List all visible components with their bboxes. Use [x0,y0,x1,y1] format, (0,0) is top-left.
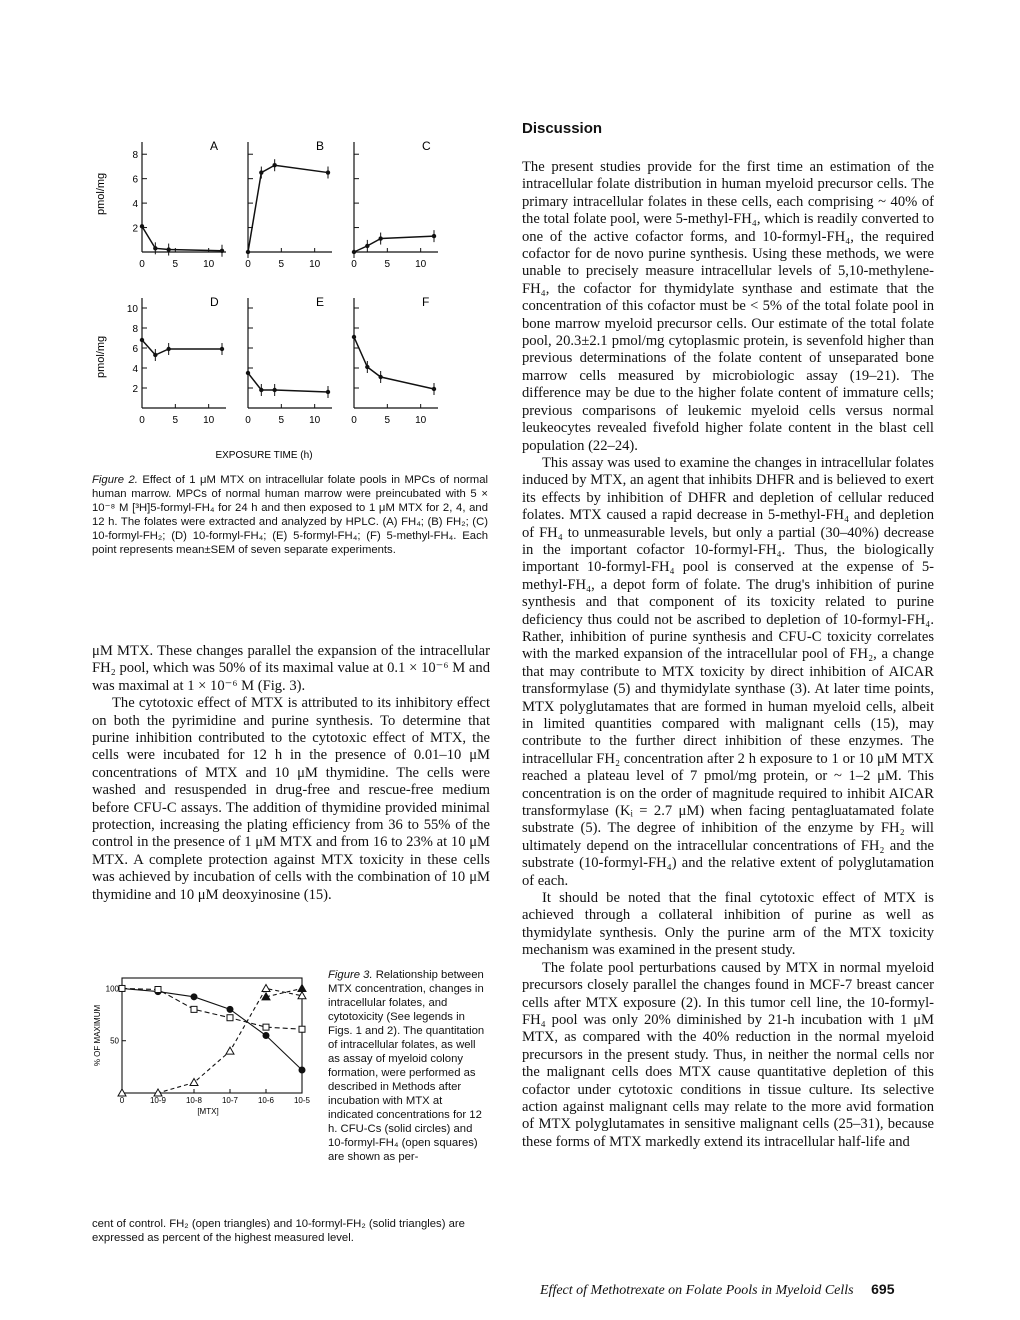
figure-2-caption [92,473,488,557]
figure-3-caption-continued: cent of control. FH₂ (open triangles) and 10-formyl-FH₂ (solid triangles) are expressed as percent of the highest measured level. [92,1218,465,1244]
fig3-point-triangle [226,1047,234,1054]
fig2-data-point [365,244,369,248]
fig3-x-tick-label: 10-6 [257,1096,275,1105]
fig2-y-tick-label: 6 [132,344,138,355]
fig3-y-tick-label: 100 [105,984,119,994]
fig2-data-point [272,388,276,392]
fig2-series-line [142,340,222,355]
fig3-point-square [119,985,125,991]
fig2-data-point [352,250,356,254]
discussion-heading: Discussion [522,120,603,137]
fig2-series-line [354,337,434,389]
fig3-series-0 [119,985,305,1073]
fig3-series-line [122,988,302,1093]
fig2-x-tick-label: 5 [172,259,179,270]
discussion-paragraph-4: The folate pool perturbations caused by MTX in normal myeloid precursors closely parallel the changes found in MCF-7 breast cancer cells after MTX exposure (2). In this tumor cell line, the 10-formyl-FH₄ pool was only 20% diminished by 21-h incubation with 1 μM MTX, as compared with the 40% reduction in the normal myeloid precursors in the present study. Thus, in neither the normal cells nor the malignant cells does MTX cause quantitative depletion of this cofactor under cytotoxic conditions in tissue culture. Its selective action against malignant cells may relate to the more avid formation of MTX polyglutamates in sensitive malignant cells (25–31), because these forms of MTX markedly extend its intracellular half-life and [522,959,934,1150]
fig2-data-point [220,347,224,351]
fig3-point-circle [191,994,197,1000]
fig2-data-point [326,390,330,394]
fig2-panel-B [245,139,332,270]
fig2-y-tick-label: 2 [132,223,138,235]
fig2-x-tick-label: 0 [245,259,251,270]
fig3-x-tick-label: 10-9 [149,1096,167,1105]
fig3-point-square [155,987,161,993]
fig3-y-label: % OF MAXIMUM [93,1004,102,1067]
fig2-data-point [272,163,276,167]
fig3-series-1 [119,985,305,1032]
figure-2 [90,120,490,470]
fig2-data-point [378,236,382,240]
fig3-point-triangle [298,984,306,991]
fig2-x-tick-label: 0 [351,415,357,426]
figure-3-caption-label: Figure 3. [328,969,373,981]
fig2-x-tick-label: 10 [203,259,215,270]
fig2-x-tick-label: 0 [351,259,357,270]
fig2-y-tick-label: 2 [132,384,138,395]
fig2-data-point [246,371,250,375]
left-column-text [92,643,490,904]
left-paragraph-2: The cytotoxic effect of MTX is attributed to its inhibitory effect on both the pyrimidine and purine synthesis. To determine that purine inhibition contributed to the cytotoxic effect of MTX, the cells were incubated for 12 h in the presence of 0.01–10 μM concentrations of MTX and 10 μM thymidine. The cells were washed and resuspended in drug-free and rescue-free medium before CFU-C assays. The addition of thymidine provided minimal protection, increasing the plating efficiency from 36 to 55% of the control in the presence of 1 μM MTX and from 16 to 23% at 10 μM MTX. A complete protection against MTX toxicity in these cells was achieved by incubation of cells with the combination of 10 μM thymidine and 10 μM deoxyinosine (15). [92,695,490,903]
fig3-point-circle [263,1033,269,1039]
fig2-data-point [378,375,382,379]
right-column [522,120,934,1151]
fig2-data-point [246,250,250,254]
fig2-x-tick-label: 10 [203,415,215,426]
fig2-x-tick-label: 5 [278,415,285,426]
fig2-x-tick-label: 10 [415,259,427,270]
fig2-panel-E [245,295,332,426]
fig2-x-tick-label: 5 [384,415,391,426]
fig2-data-point [259,170,263,174]
fig2-data-point [166,347,170,351]
fig2-panel-letter: B [316,139,325,153]
fig2-data-point [352,335,356,339]
fig3-point-circle [299,1067,305,1073]
discussion-paragraph-1: The present studies provide for the first time an estimation of the intracellular folate distribution in human myeloid precursor cells. The primary intracellular folates in these cells, each comprising ~ 40% of the total folate pool, were 5-methyl-FH₄, which is readily converted to one of the active cofactor forms, and 10-formyl-FH₄, the required cofactor for de novo purine synthesis. Using these methods, we were unable to precisely measure intracellular levels of 5,10-methylene-FH₄, the cofactor for thymidylate synthase and estimate that the concentration of this cofactor must be < 5% of the total folate pool in bone marrow myeloid precursor cells. Our estimate of the total folate pool, 20.3±2.1 pmol/mg cytoplasmic protein, is sevenfold higher than previous determinations of the folate content of unseparated bone marrow cells measured by microbiologic assay (19–21). The difference may be due to the higher folate content of immature cells; previous comparisons of leukemic myeloid cells versus normal leukeocytes revealed fivefold higher folate content in the blast cell population (22–24). [522,159,934,454]
fig2-x-tick-label: 0 [139,259,145,270]
fig2-panel-letter: E [316,295,325,309]
fig2-data-point [220,249,224,253]
fig3-point-square [263,1024,269,1030]
fig3-point-square [299,1026,305,1032]
fig3-point-square [227,1015,233,1021]
fig3-series-line [122,988,302,1070]
fig2-panel-F [351,295,438,426]
figure-2-panels [127,139,438,426]
fig2-y-tick-label: 6 [132,174,138,186]
fig2-y-tick-label: 8 [132,150,138,162]
discussion-paragraph-2: This assay was used to examine the changes in intracellular folates induced by MTX, an agent that inhibits DHFR and is believed to exert its effects by inhibition of DHFR and depletion of cellular reduced folates. MTX caused a rapid decrease in 5-methyl-FH₄ and depletion of FH₄ to unmeasurable levels, but only a partial (30–40%) decrease in the important cofactor 10-formyl-FH₄. Thus, the biologically important 10-formyl-FH₄ pool is conserved at the expense of 5-methyl-FH₄, a depot form of folate. The drug's inhibition of purine synthesis and that component of its toxicity related to purine deficiency thus could not be ascribed to depletion of 10-formyl-FH₄. Rather, inhibition of purine synthesis and CFU-C toxicity correlates with the marked expansion of the intracellular pool of FH₂, a change that may contribute to MTX toxicity by direct inhibition of AICAR transformylase (5) and thymidylate synthase (3). At later time points, MTX polyglutamates that are formed in human myeloid cells, albeit in limited quantities compared with malignant cells (15), may contribute to the further direct inhibition of these enzymes. The intracellular FH₂ concentration after 2 h exposure to 1 or 10 μM MTX reached a plateau level of 7 pmol/mg protein, or ~ 1–2 μM. This concentration is on the order of magnitude required to inhibit AICAR transformylase (Kᵢ = 2.7 μM) when facing pentagluatamated folate substrate (5). The degree of inhibition of the enzyme by FH₂ will ultimately depend on the intracellular concentrations of FH₂ and the substrate (10-formyl-FH₄) and the relative extent of polyglutamation of each. [522,454,934,889]
fig3-point-triangle [262,984,270,991]
figure-3-caption-text-a: Relationship between MTX concentration, changes in intracellular folates, and cytotoxicity (See legends in Figs. 1 and 2). The quantitation of intracellular folates, as well as assay of myeloid colony formation, were performed as described in Methods after incubation with MTX at indicated concentrations for 12 h. CFU-Cs (solid circles) and 10-formyl-FH₄ (open squares) are shown as per- [328,969,485,1163]
page-footer [540,1281,895,1299]
fig3-point-circle [227,1006,233,1012]
fig2-data-point [259,388,263,392]
fig2-panel-letter: A [210,139,219,153]
fig2-ylabel-bottom: pmol/mg [95,335,107,378]
fig2-series-line [248,165,328,252]
fig2-x-tick-label: 0 [139,415,145,426]
fig2-y-tick-label: 10 [126,304,138,315]
fig2-ylabel-top: pmol/mg [95,172,107,215]
fig2-data-point [432,234,436,238]
fig2-xlabel: EXPOSURE TIME (h) [215,450,313,461]
discussion-paragraph-3: It should be noted that the final cytotoxic effect of MTX is achieved through a collateral inhibition of purine as well as thymidylate synthesis. Only the purine arm of the MTX toxicity mechanism was examined in the present study. [522,890,934,959]
fig2-y-tick-label: 4 [132,199,138,211]
fig2-x-tick-label: 10 [309,415,321,426]
fig2-data-point [432,387,436,391]
fig2-x-tick-label: 5 [384,259,391,270]
fig2-y-tick-label: 8 [132,324,138,335]
fig2-series-line [354,236,434,252]
fig3-series-2 [118,984,306,1096]
fig2-data-point [326,170,330,174]
fig3-x-label: [MTX] [197,1107,219,1116]
fig2-data-point [140,224,144,228]
fig2-data-point [166,247,170,251]
fig2-data-point [153,353,157,357]
fig2-data-point [365,365,369,369]
fig3-x-tick-label: 10-5 [293,1096,311,1105]
fig3-y-tick-label: 50 [110,1036,119,1046]
fig2-panel-letter: C [422,139,431,153]
fig2-x-tick-label: 10 [309,259,321,270]
figure-2-caption-text: Effect of 1 μM MTX on intracellular folate pools in MPCs of normal human marrow. MPCs of normal human marrow were preincubated with 5 × 10⁻⁸ M [³H]5-formyl-FH₄ for 24 h and then exposed to 1 μM MTX for 2, 4, and 12 h. The folates were extracted and analyzed by HPLC. (A) FH₄; (B) FH₂; (C) 10-formyl-FH₂; (D) 10-formyl-FH₄; (E) 5-formyl-FH₄; (F) 5-methyl-FH₄. Each point represents mean±SEM of seven separate experiments. [92,474,489,556]
fig2-x-tick-label: 5 [278,259,285,270]
fig2-y-tick-label: 4 [132,364,138,375]
figure-3-plot [93,978,311,1116]
running-title: Effect of Methotrexate on Folate Pools in Myeloid Cells [540,1283,854,1298]
figure-3 [90,968,320,1118]
fig2-panel-A [132,139,226,270]
left-paragraph-1: μM MTX. These changes parallel the expansion of the intracellular FH₂ pool, which was 50% of its maximal value at 0.1 × 10⁻⁶ M and was maximal at 1 × 10⁻⁶ M (Fig. 3). [92,643,490,694]
page-number: 695 [871,1281,895,1297]
fig2-data-point [153,246,157,250]
fig2-x-tick-label: 0 [245,415,251,426]
fig2-panel-D [127,295,226,426]
figure-3-caption [328,968,490,1164]
fig2-x-tick-label: 5 [172,415,179,426]
fig2-panel-letter: D [210,295,219,309]
fig2-data-point [140,338,144,342]
figure-2-caption-label: Figure 2. [92,474,138,486]
fig3-point-square [191,1006,197,1012]
fig2-panel-C [351,139,438,270]
fig2-x-tick-label: 10 [415,415,427,426]
fig3-x-tick-label: 10-8 [185,1096,203,1105]
fig3-x-tick-label: 10-7 [221,1096,239,1105]
fig3-x-tick-label: 0 [119,1096,125,1105]
fig2-panel-letter: F [422,295,430,309]
